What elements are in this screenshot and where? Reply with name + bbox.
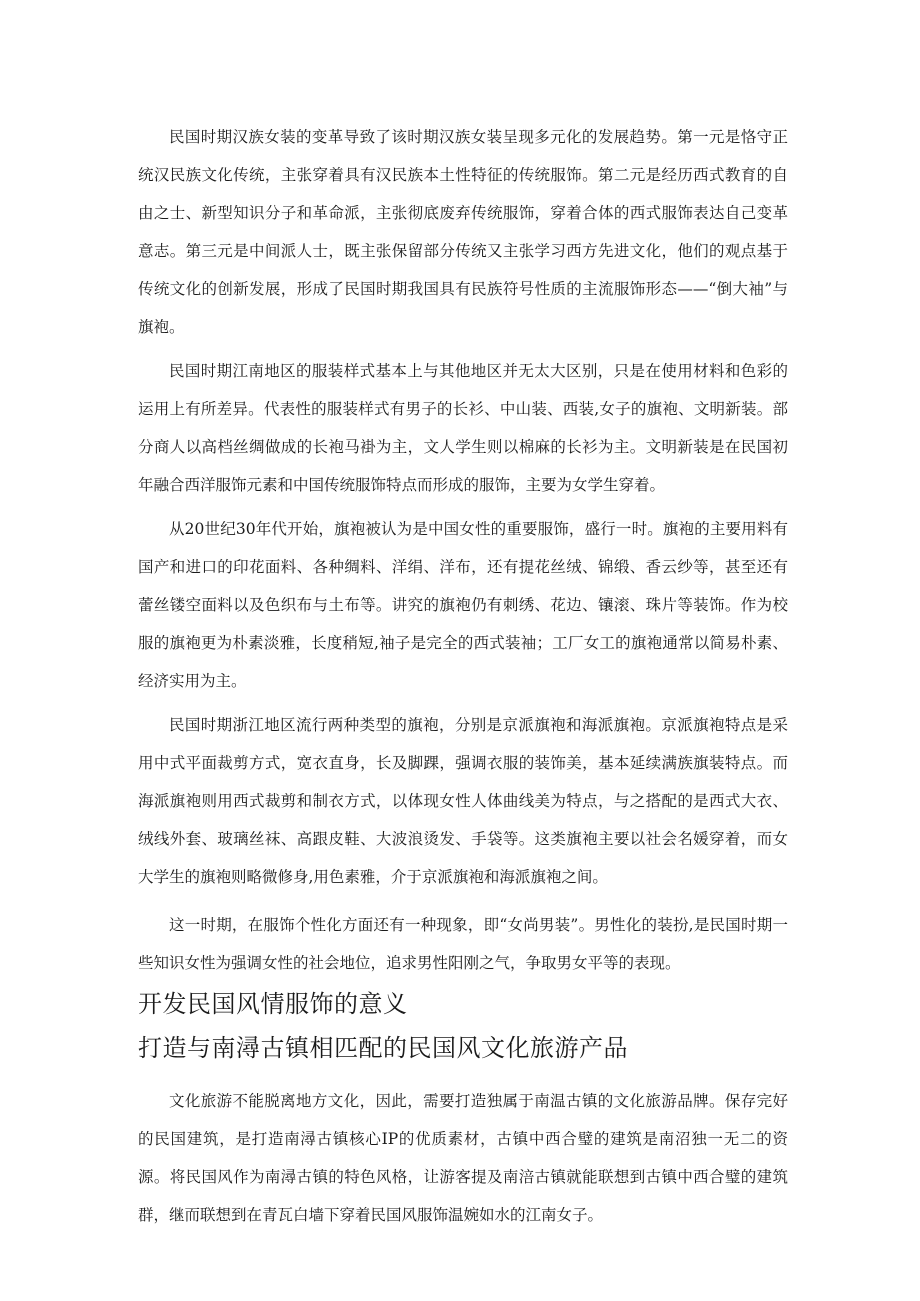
paragraph-3: 从20世纪30年代开始，旗袍被认为是中国女性的重要服饰，盛行一时。旗袍的主要用料有国产和进口的印花面料、各种绸料、洋绢、洋布，还有提花丝绒、锦缎、香云纱等，甚至还有蕾丝镂空面料以及色织布与土布等。讲究的旗袍仍有刺绣、花边、镶滚、珠片等装饰。作为校服的旗袍更为朴素淡雅，长度稍短,袖子是完全的西式装袖；工厂女工的旗袍通常以简易朴素、经济实用为主。 xyxy=(138,520,788,690)
paragraph-2: 民国时期江南地区的服装样式基本上与其他地区并无太大区别，只是在使用材料和色彩的运用上有所差异。代表性的服装样式有男子的长衫、中山装、西装,女子的旗袍、文明新装。部分商人以高档丝绸做成的长袍马褂为主，文人学生则以棉麻的长衫为主。文明新装是在民国初年融合西洋服饰元素和中国传统服饰特点而形成的服饰，主要为女学生穿着。 xyxy=(138,362,788,494)
paragraph-1: 民国时期汉族女装的变革导致了该时期汉族女装呈现多元化的发展趋势。第一元是恪守正统汉民族文化传统，主张穿着具有汉民族本土性特征的传统服饰。第二元是经历西式教育的自由之士、新型知识分子和革命派，主张彻底废弃传统服饰，穿着合体的西式服饰表达自己变革意志。第三元是中间派人士，既主张保留部分传统又主张学习西方先进文化，他们的观点基于传统文化的创新发展，形成了民国时期我国具有民族符号性质的主流服饰形态——“倒大袖”与旗袍。 xyxy=(138,128,788,336)
paragraph-4: 民国时期浙江地区流行两种类型的旗袍，分别是京派旗袍和海派旗袍。京派旗袍特点是采用中式平面裁剪方式，宽衣直身，长及脚踝，强调衣服的装饰美，基本延续满族旗装特点。而海派旗袍则用西式裁剪和制衣方式，以体现女性人体曲线美为特点，与之搭配的是西式大衣、绒线外套、玻璃丝袜、高跟皮鞋、大波浪烫发、手袋等。这类旗袍主要以社会名媛穿着，而女大学生的旗袍则略微修身,用色素雅，介于京派旗袍和海派旗袍之间。 xyxy=(138,716,788,886)
section-heading: 开发民国风情服饰的意义 xyxy=(138,990,408,1018)
paragraph-6: 文化旅游不能脱离地方文化，因此，需要打造独属于南温古镇的文化旅游品牌。保存完好的民国建筑，是打造南潯古镇核心IP的优质素材，古镇中西合璧的建筑是南沼独一无二的资源。将民国风作为南潯古镇的特色风格，让游客提及南涪古镇就能联想到古镇中西合璧的建筑群，继而联想到在青瓦白墙下穿着民国风服饰温婉如水的江南女子。 xyxy=(138,1092,788,1224)
document-page xyxy=(138,118,788,1234)
subsection-heading: 打造与南潯古镇相匹配的民国风文化旅游产品 xyxy=(138,1034,628,1062)
paragraph-5: 这一时期，在服饰个性化方面还有一种现象，即“女尚男装”。男性化的装扮,是民国时期一些知识女性为强调女性的社会地位，追求男性阳刚之气，争取男女平等的表现。 xyxy=(138,916,788,972)
